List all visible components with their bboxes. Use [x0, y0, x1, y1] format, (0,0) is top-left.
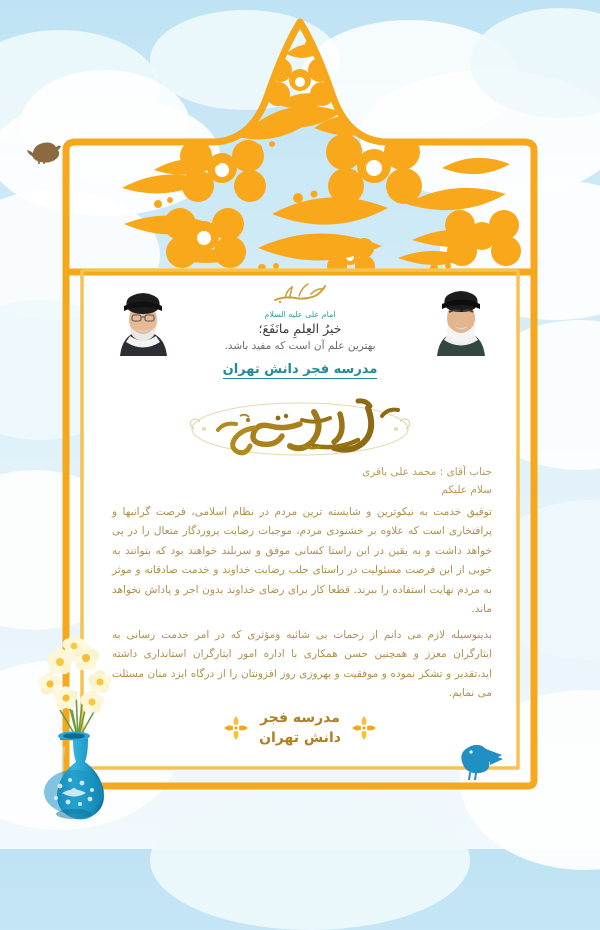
- signature-line-1: مدرسه فجر: [260, 710, 340, 726]
- brown-bird-silhouette-icon: [26, 138, 62, 168]
- four-petal-gold-ornament-icon: [351, 715, 377, 741]
- greeting: سلام علیکم: [441, 484, 492, 496]
- hadith-source: امام علی علیه السلام: [264, 310, 336, 319]
- blue-bird-silhouette-icon: [454, 740, 506, 784]
- school-name-header-text: مدرسه فجر دانش تهران: [222, 362, 378, 377]
- louh-taghdir-calligraphy-icon: [182, 394, 418, 464]
- four-petal-gold-ornament-icon: [223, 715, 249, 741]
- bismillah-calligraphy: [62, 280, 538, 311]
- cloud: [150, 790, 470, 930]
- turquoise-minakari-vase-with-narcissus: [20, 636, 136, 826]
- bismillah-icon: [271, 280, 329, 306]
- page-title: [62, 394, 538, 466]
- body-paragraph-1: توفیق خدمت به نیکوترین و شایسته ترین مردم در نظام اسلامی، فرصت گرانبها و پرافتخاری است که علاوه بر خشنودی مردم، موجبات رضایت پروردگار متعال را در پی خواهد داشت و به یقین در این راستا کسانی موفق و سربلند خواهند بود که بتوانند به خوبی از این فرصت مسئولیت در راستای جلب رضایت خداوند و خدمت صادقانه و موثر به مردم نهایت استفاده را ببرند. قطعا کار برای رضای خداوند بدون اجر و پاداش نخواهد ماند.: [112, 506, 492, 616]
- hadith-persian-translation: بهترین علم آن است که مفید باشد.: [224, 340, 376, 352]
- hadith-arabic: خیرُ العِلمِ مانَفَعَ؛: [258, 321, 342, 336]
- body-paragraph-2: بدینوسیله لازم می دانم از زحمات بی شائبه ومؤثری که در امر خدمت رسانی به ایثارگران معزز و همچنین حسن همکاری با اداره امور ایثارگران استانداری داشته اید،تقدیر و تشکر نموده و موفقیت و بهروزی روز افزونتان را از درگاه ایزد منان مسئلت می نمایم.: [112, 629, 492, 700]
- salutation: جناب آقای : محمد علی باقری: [362, 466, 492, 478]
- signature-line-2: دانش تهران: [259, 730, 341, 747]
- school-name-header: [62, 358, 538, 377]
